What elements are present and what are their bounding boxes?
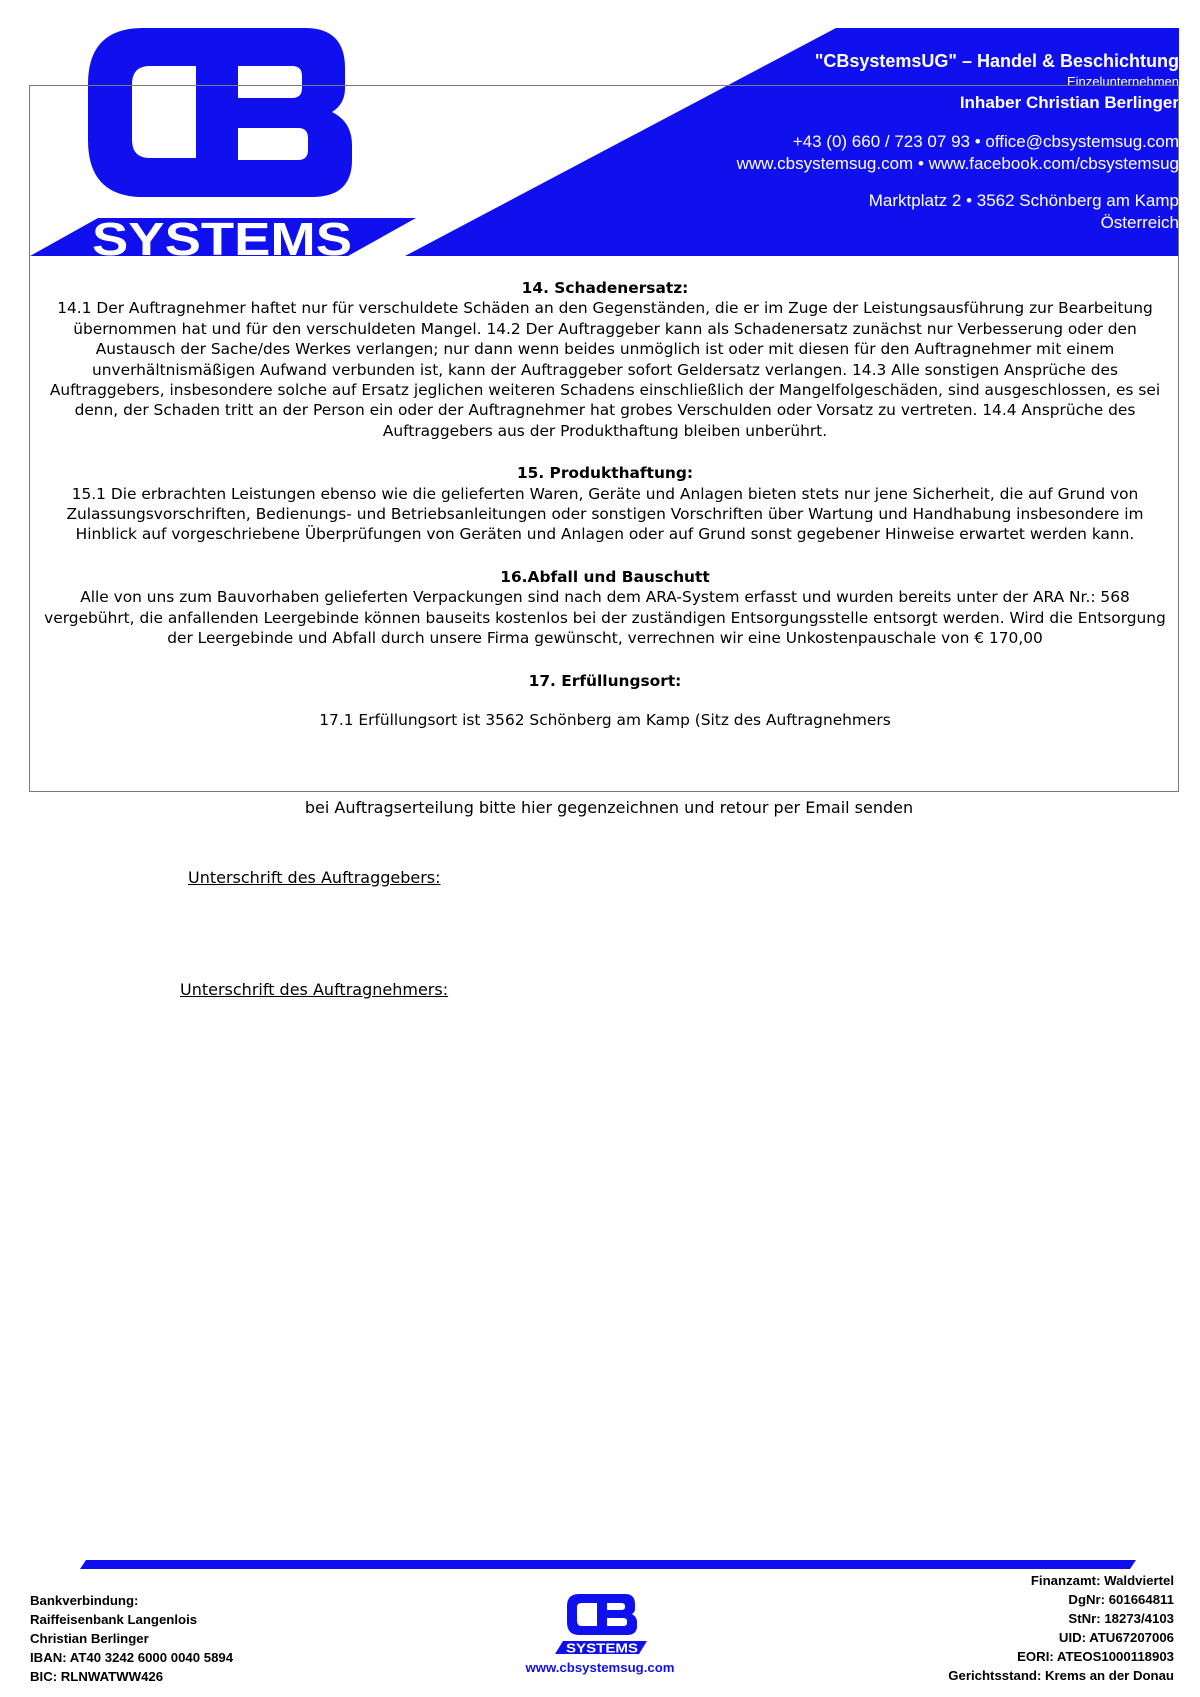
company-owner: Inhaber Christian Berlinger bbox=[959, 93, 1179, 112]
bank-name: Raiffeisenbank Langenlois bbox=[30, 1612, 198, 1627]
bank-heading: Bankverbindung: bbox=[30, 1593, 139, 1608]
bank-iban: IBAN: AT40 3242 6000 0040 5894 bbox=[30, 1650, 234, 1665]
tax-details bbox=[948, 1571, 1174, 1685]
web-line: www.cbsystemsug.com • www.facebook.com/cbsystemsug bbox=[736, 154, 1179, 173]
section-17-body: 17.1 Erfüllungsort ist 3562 Schönberg am Kamp (Sitz des Auftragnehmers bbox=[319, 710, 891, 729]
section-16-title: 16.Abfall und Bauschutt bbox=[500, 567, 710, 586]
tax-number: StNr: 18273/4103 bbox=[1068, 1611, 1174, 1626]
uid-number: UID: ATU67207006 bbox=[1058, 1630, 1174, 1645]
court-jurisdiction: Gerichtsstand: Krems an der Donau bbox=[948, 1668, 1174, 1683]
terms-sections bbox=[35, 278, 1175, 730]
footer-rule bbox=[0, 1558, 1200, 1570]
section-15-body: 15.1 Die erbrachten Leistungen ebenso wie die gelieferten Waren, Geräte und Anlagen bieten stets nur jene Sicherheit, die auf Grund von Zulassungsvorschriften, Bedienungs- und Betriebsanleitungen oder sonstigen Vorschriften über Wartung und Handhabung insbesondere im Hinblick auf vorgeschriebene Überprüfungen von Geräten und Anlagen oder auf Grund sonst gegebener Hinweise erwartet werden kann. bbox=[66, 484, 1144, 544]
logo-wordmark: SYSTEMS bbox=[92, 213, 352, 260]
address-line: Marktplatz 2 • 3562 Schönberg am Kamp bbox=[868, 191, 1179, 210]
client-signature-label: Unterschrift des Auftraggebers: bbox=[188, 868, 441, 887]
footer-logo-wordmark: SYSTEMS bbox=[566, 1641, 638, 1656]
section-15-title: 15. Produkthaftung: bbox=[516, 464, 694, 483]
section-16-body: Alle von uns zum Bauvorhaben gelieferten Verpackungen sind nach dem ARA-System erfasst und wurden bereits unter der ARA Nr.: 568 vergebührt, die anfallenden Leergebinde können bauseits kostenlos bei der zuständigen Entsorgungsstelle entsorgt werden. Wird die Entsorgung der Leergebinde und Abfall durch unsere Firma gewünscht, verrechnen wir eine Unkostenpauschale von € 170,00 bbox=[44, 588, 1166, 648]
footer-website: www.cbsystemsug.com bbox=[525, 1660, 675, 1675]
footer-logo bbox=[555, 1592, 655, 1656]
dg-number: DgNr: 601664811 bbox=[1068, 1592, 1174, 1607]
tax-office: Finanzamt: Waldviertel bbox=[1030, 1573, 1174, 1588]
company-form: Einzelunternehmen bbox=[1066, 74, 1179, 89]
section-16 bbox=[35, 567, 1175, 649]
section-14 bbox=[35, 278, 1175, 441]
bank-holder: Christian Berlinger bbox=[30, 1631, 149, 1646]
section-14-title: 14. Schadenersatz: bbox=[521, 279, 689, 297]
section-15 bbox=[35, 463, 1175, 545]
bank-details bbox=[30, 1591, 233, 1686]
company-name: "CBsystemsUG" – Handel & Beschichtung bbox=[814, 51, 1179, 71]
section-17 bbox=[35, 671, 1175, 731]
contact-line: +43 (0) 660 / 723 07 93 • office@cbsystemsug.com bbox=[792, 132, 1179, 151]
section-17-title: 17. Erfüllungsort: bbox=[528, 671, 682, 690]
contractor-signature-label: Unterschrift des Auftragnehmers: bbox=[180, 980, 449, 999]
signature-note: bei Auftragserteilung bitte hier gegenzeichnen und retour per Email senden bbox=[304, 798, 914, 817]
country-line: Österreich bbox=[1100, 213, 1179, 232]
section-14-body: 14.1 Der Auftragnehmer haftet nur für verschuldete Schäden an den Gegenständen, die er im Zuge der Leistungsausführung zur Bearbeitung übernommen hat und für den verschuldeten Mangel. 14.2 Der Auftraggeber kann als Schadenersatz zunächst nur Verbesserung oder den Austausch der Sache/des Werkes verlangen; nur dann wenn beides unmöglich ist oder mit diesen für den Auftragnehmer mit einem unverhältnismäßigen Aufwand verbunden ist, kann der Auftraggeber sofort Geldersatz verlangen. 14.3 Alle sonstigen Ansprüche des Auftraggebers, insbesondere solche auf Ersatz jeglichen weiteren Schadens einschließlich der Mangelfolgeschäden, sind ausgeschlossen, es sei denn, der Schaden tritt an der Person ein oder der Auftragnehmer hat grobes Verschulden oder Vorsatz zu vertreten. 14.4 Ansprüche des Auftraggebers aus der Produkthaftung bleiben unberührt. bbox=[49, 299, 1161, 440]
eori-number: EORI: ATEOS1000118903 bbox=[1017, 1649, 1174, 1664]
bank-bic: BIC: RLNWATWW426 bbox=[30, 1669, 164, 1684]
